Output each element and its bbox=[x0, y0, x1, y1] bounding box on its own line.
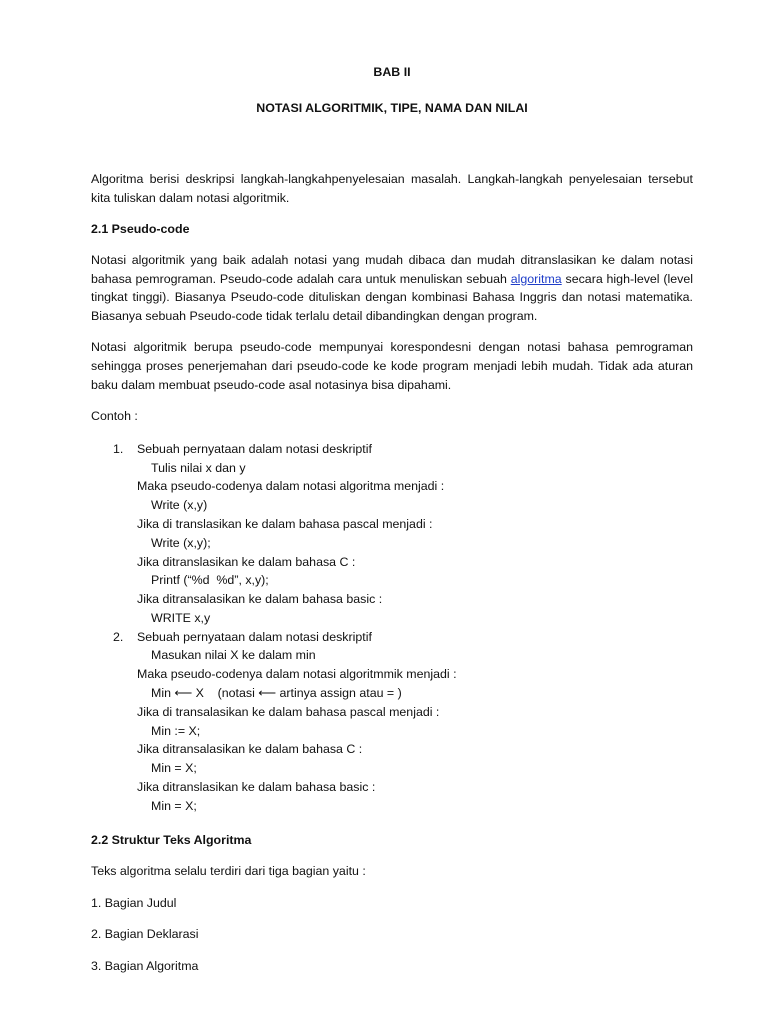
example-item-1 bbox=[91, 440, 693, 628]
example-code-line: Write (x,y) bbox=[151, 498, 208, 513]
example-line: Maka pseudo-codenya dalam notasi algoritma menjadi : bbox=[137, 479, 445, 494]
struktur-item: 1. Bagian Judul bbox=[91, 895, 177, 910]
example-line: Jika ditransalasikan ke dalam bahasa C : bbox=[137, 742, 363, 757]
example-code-line: Min = X; bbox=[151, 761, 197, 776]
example-line: Jika di translasikan ke dalam bahasa pascal menjadi : bbox=[137, 516, 433, 531]
example-code-line: WRITE x,y bbox=[151, 610, 211, 625]
example-line: Sebuah pernyataan dalam notasi deskriptif bbox=[137, 629, 372, 644]
example-line: Jika ditranslasikan ke dalam bahasa C : bbox=[137, 554, 356, 569]
struktur-item: 2. Bagian Deklarasi bbox=[91, 927, 199, 942]
example-number: 1. bbox=[113, 441, 124, 456]
example-line: Sebuah pernyataan dalam notasi deskriptif bbox=[137, 441, 372, 456]
pseudo-code-paragraph-2: Notasi algoritmik berupa pseudo-code mempunyai korespondesni dengan notasi bahasa pemrograman sehingga proses penerjemahan dari pseudo-code ke kode program menjadi lebih mudah. Tidak ada aturan baku dalam membuat pseudo-code asal notasinya bisa dipahami. bbox=[91, 340, 693, 392]
example-list bbox=[91, 440, 693, 816]
section-heading-struktur: 2.2 Struktur Teks Algoritma bbox=[91, 832, 252, 847]
example-code-line: Min ⟵ X (notasi ⟵ artinya assign atau = ) bbox=[151, 686, 402, 701]
example-code-line: Min := X; bbox=[151, 723, 201, 738]
example-line: Masukan nilai X ke dalam min bbox=[151, 648, 316, 663]
pseudo-code-paragraph-1 bbox=[91, 251, 693, 325]
paragraph-text: secara high-level (level tingkat tinggi). Biasanya Pseudo-code dituliskan dengan kombinasi Bahasa Inggris dan notasi matematika. Biasanya sebuah Pseudo-code tidak terlalu detail dibandingkan dengan program. bbox=[91, 271, 693, 323]
example-code-line: Write (x,y); bbox=[151, 535, 211, 550]
algoritma-link[interactable]: algoritma bbox=[510, 271, 562, 286]
example-line: Tulis nilai x dan y bbox=[151, 460, 246, 475]
section-heading-pseudo-code: 2.1 Pseudo-code bbox=[91, 222, 190, 237]
example-code-line: Printf (“%d %d”, x,y); bbox=[151, 573, 269, 588]
example-number: 2. bbox=[113, 629, 124, 644]
intro-paragraph: Algoritma berisi deskripsi langkah-langkahpenyelesaian masalah. Langkah-langkah penyelesaian tersebut kita tuliskan dalam notasi algoritmik. bbox=[91, 172, 693, 205]
struktur-item: 3. Bagian Algoritma bbox=[91, 959, 199, 974]
example-line: Jika ditranslasikan ke dalam bahasa basic : bbox=[137, 780, 376, 795]
chapter-label: BAB II bbox=[373, 65, 411, 79]
example-item-2 bbox=[91, 628, 693, 816]
document-content bbox=[91, 63, 693, 976]
chapter-title: NOTASI ALGORITMIK, TIPE, NAMA DAN NILAI bbox=[256, 100, 528, 115]
example-code-line: Min = X; bbox=[151, 798, 197, 813]
struktur-paragraph: Teks algoritma selalu terdiri dari tiga bagian yaitu : bbox=[91, 864, 366, 879]
example-line: Jika di transalasikan ke dalam bahasa pascal menjadi : bbox=[137, 704, 440, 719]
example-line: Maka pseudo-codenya dalam notasi algoritmmik menjadi : bbox=[137, 667, 457, 682]
paragraph-text: Notasi algoritmik yang baik adalah notasi yang mudah dibaca dan mudah ditranslasikan ke dalam notasi bahasa pemrograman. Pseudo-code adalah cara untuk menuliskan sebuah bbox=[91, 252, 693, 286]
struktur-content bbox=[91, 862, 693, 975]
example-line: Jika ditransalasikan ke dalam bahasa basic : bbox=[137, 592, 383, 607]
example-label: Contoh : bbox=[91, 409, 138, 424]
